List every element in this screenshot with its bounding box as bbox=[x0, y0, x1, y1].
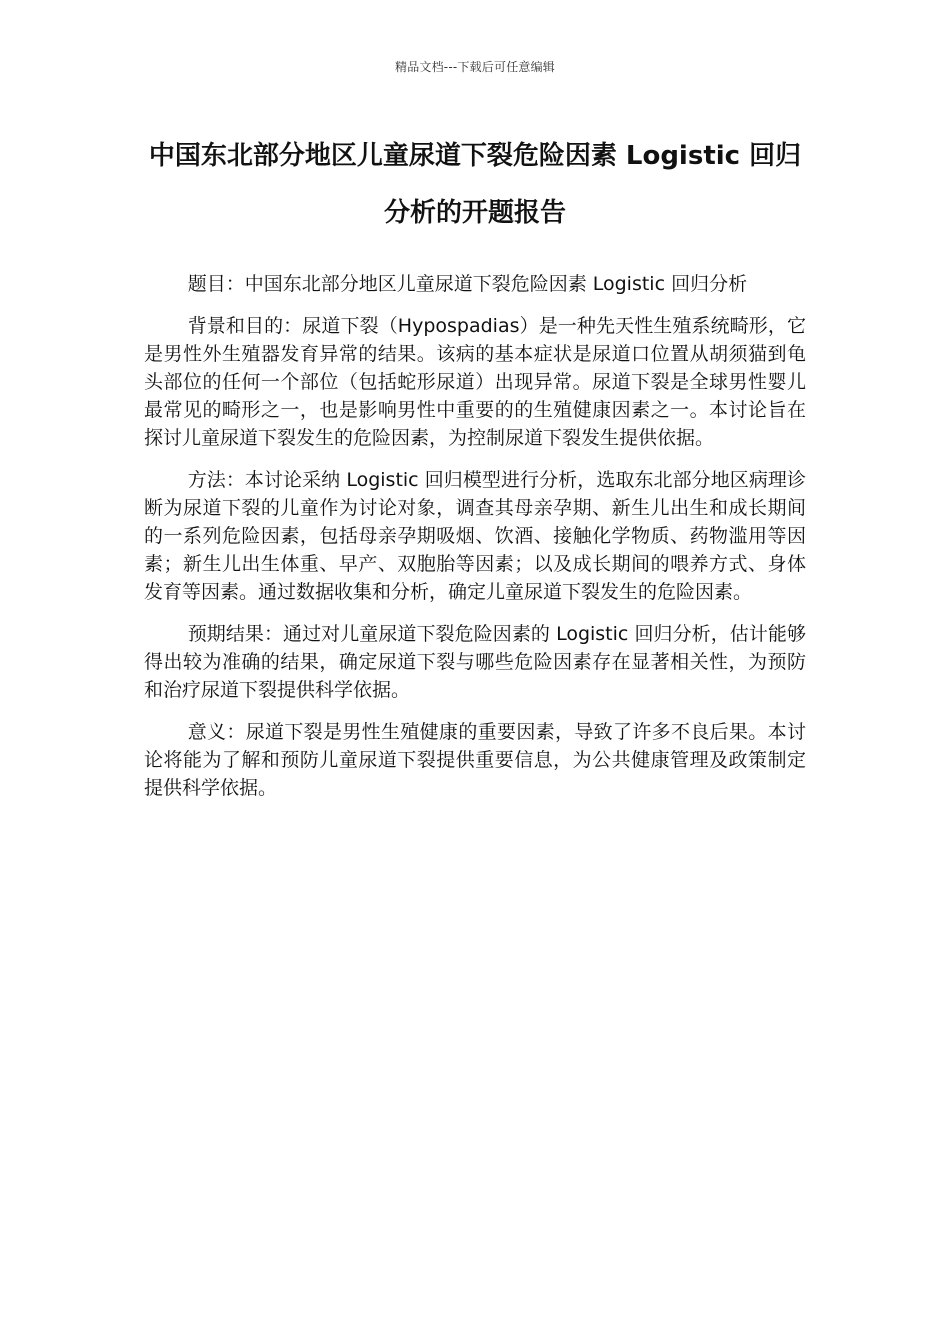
paragraph-expected-results bbox=[144, 620, 806, 704]
paragraph-text: 通过对儿童尿道下裂危险因素的 Logistic 回归分析，估计能够得出较为准确的结果，确定尿道下裂与哪些危险因素存在显著相关性，为预防和治疗尿道下裂提供科学依据。 bbox=[144, 623, 806, 701]
paragraph-background bbox=[144, 312, 806, 452]
paragraph-label: 方法： bbox=[187, 469, 245, 491]
paragraph-text: 本讨论采纳 Logistic 回归模型进行分析，选取东北部分地区病理诊断为尿道下裂的儿童作为讨论对象，调查其母亲孕期、新生儿出生和成长期间的一系列危险因素，包括母亲孕期吸烟、饮酒、接触化学物质、药物滥用等因素；新生儿出生体重、早产、双胞胎等因素；以及成长期间的喂养方式、身体发育等因素。通过数据收集和分析，确定儿童尿道下裂发生的危险因素。 bbox=[144, 469, 806, 603]
paragraph-text: 中国东北部分地区儿童尿道下裂危险因素 Logistic 回归分析 bbox=[244, 273, 748, 295]
paragraph-label: 背景和目的： bbox=[187, 315, 303, 337]
paragraph-topic bbox=[144, 270, 806, 298]
paragraph-label: 意义： bbox=[187, 721, 246, 743]
paragraph-methods bbox=[144, 466, 806, 606]
document-body bbox=[144, 270, 806, 816]
paragraph-text: 尿道下裂是男性生殖健康的重要因素，导致了许多不良后果。本讨论将能为了解和预防儿童尿道下裂提供重要信息，为公共健康管理及政策制定提供科学依据。 bbox=[144, 721, 806, 799]
document-title: 中国东北部分地区儿童尿道下裂危险因素 Logistic 回归分析的开题报告 bbox=[148, 141, 802, 228]
paragraph-text: 尿道下裂（Hypospadias）是一种先天性生殖系统畸形，它是男性外生殖器发育异常的结果。该病的基本症状是尿道口位置从胡须猫到龟头部位的任何一个部位（包括蛇形尿道）出现异常。尿道下裂是全球男性婴儿最常见的畸形之一，也是影响男性中重要的的生殖健康因素之一。本讨论旨在探讨儿童尿道下裂发生的危险因素，为控制尿道下裂发生提供依据。 bbox=[144, 315, 806, 449]
header-note: 精品文档---下载后可任意编辑 bbox=[395, 60, 555, 74]
paragraph-label: 预期结果： bbox=[187, 623, 284, 645]
paragraph-label: 题目： bbox=[187, 273, 245, 295]
paragraph-significance bbox=[144, 718, 806, 802]
